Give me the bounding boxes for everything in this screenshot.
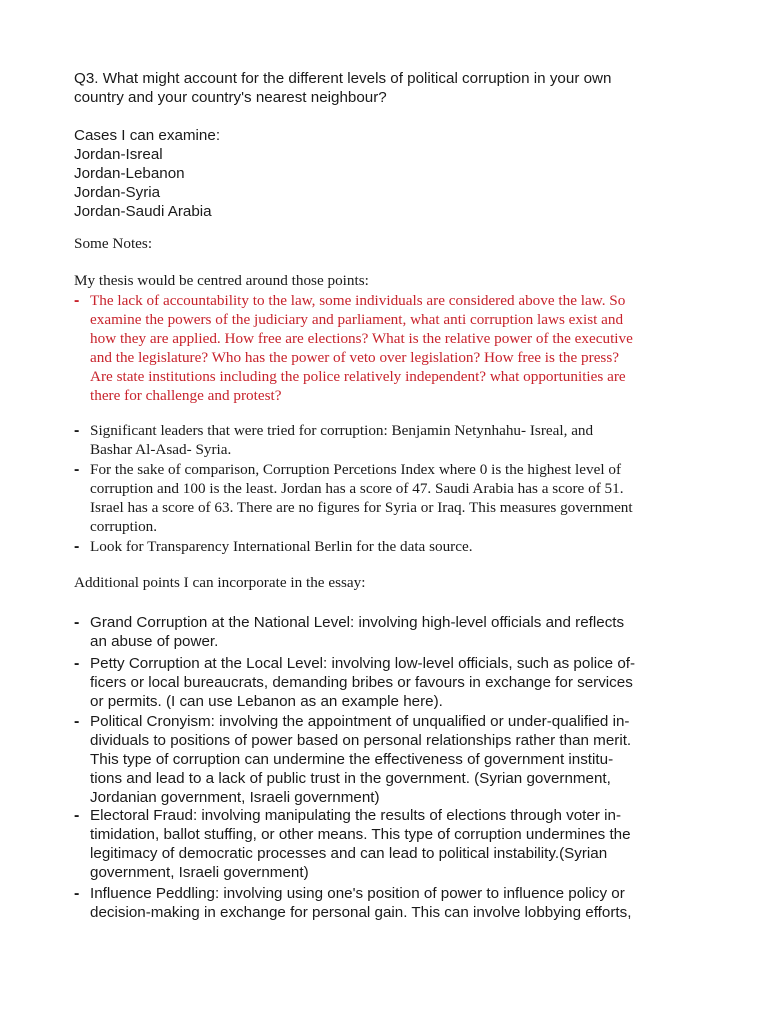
dash-bullet: -: [74, 713, 80, 730]
additional-point-text: Petty Corruption at the Local Level: involving low-level officials, such as police of- ficers or local bureaucrats, demanding bribes or favours in exchange for services or permits. (I can use Lebanon as an example here).: [90, 655, 636, 710]
dash-bullet: -: [74, 614, 80, 631]
thesis-point: [74, 460, 714, 538]
additional-point-text: Grand Corruption at the National Level: involving high-level officials and reflects an abuse of power.: [90, 614, 625, 650]
question-text: [74, 69, 694, 107]
additional-point: [74, 806, 714, 884]
question-line: Q3. What might account for the different levels of political corruption in your own: [74, 70, 612, 87]
additional-point: [74, 654, 714, 712]
additional-point: [74, 613, 714, 653]
additional-point: [74, 884, 714, 924]
dash-bullet: -: [74, 538, 80, 555]
case-item: Jordan-Isreal: [74, 146, 163, 163]
thesis-point-text: The lack of accountability to the law, some individuals are considered above the law. So examine the powers of the judiciary and parliament, what anti corruption laws exist and how they are applied. How free are elections? What is the relative power of the executive and the legislature? Who has the power of veto over legislation? How free is the press? Are state institutions including the police relatively independent? what opportunities are there for challenge and protest?: [90, 292, 633, 404]
case-item: Jordan-Saudi Arabia: [74, 203, 212, 220]
case-item: Jordan-Lebanon: [74, 165, 185, 182]
dash-bullet: -: [74, 292, 80, 309]
additional-point-text: Electoral Fraud: involving manipulating the results of elections through voter in- timidation, ballot stuffing, or other means. This type of corruption undermines the legitimacy of democratic processes and can lead to political instability.(Syrian government, Israeli government): [90, 807, 631, 881]
thesis-point-text: For the sake of comparison, Corruption Percetions Index where 0 is the highest level of corruption and 100 is the least. Jordan has a score of 47. Saudi Arabia has a score of 51. Israel has a score of 63. There are no figures for Syria or Iraq. This measures government corruption.: [90, 461, 633, 535]
thesis-intro: My thesis would be centred around those points:: [74, 272, 369, 289]
thesis-point: [74, 421, 714, 461]
dash-bullet: -: [74, 422, 80, 439]
dash-bullet: -: [74, 655, 80, 672]
dash-bullet: -: [74, 807, 80, 824]
additional-point-text: Influence Peddling: involving using one's position of power to influence policy or decision-making in exchange for personal gain. This can involve lobbying efforts,: [90, 885, 632, 921]
additional-heading: Additional points I can incorporate in the essay:: [74, 574, 366, 591]
thesis-point: [74, 291, 714, 411]
additional-point: [74, 712, 714, 808]
dash-bullet: -: [74, 461, 80, 478]
case-item: Jordan-Syria: [74, 184, 161, 201]
thesis-point-text: Significant leaders that were tried for corruption: Benjamin Netynhahu- Isreal, and Bashar Al-Asad- Syria.: [90, 422, 594, 458]
cases-list: [74, 126, 694, 221]
thesis-point: [74, 537, 714, 557]
dash-bullet: -: [74, 885, 80, 902]
additional-point-text: Political Cronyism: involving the appointment of unqualified or under-qualified in- dividuals to positions of power based on personal relationships rather than merit. This type of corruption can undermine the effectiveness of government institu- tions and lead to a lack of public trust in the government. (Syrian government, Jordanian government, Israeli government): [90, 713, 632, 806]
question-line: country and your country's nearest neighbour?: [74, 89, 387, 106]
notes-heading: Some Notes:: [74, 235, 153, 252]
thesis-point-text: Look for Transparency International Berlin for the data source.: [90, 538, 473, 555]
cases-heading: Cases I can examine:: [74, 127, 221, 144]
